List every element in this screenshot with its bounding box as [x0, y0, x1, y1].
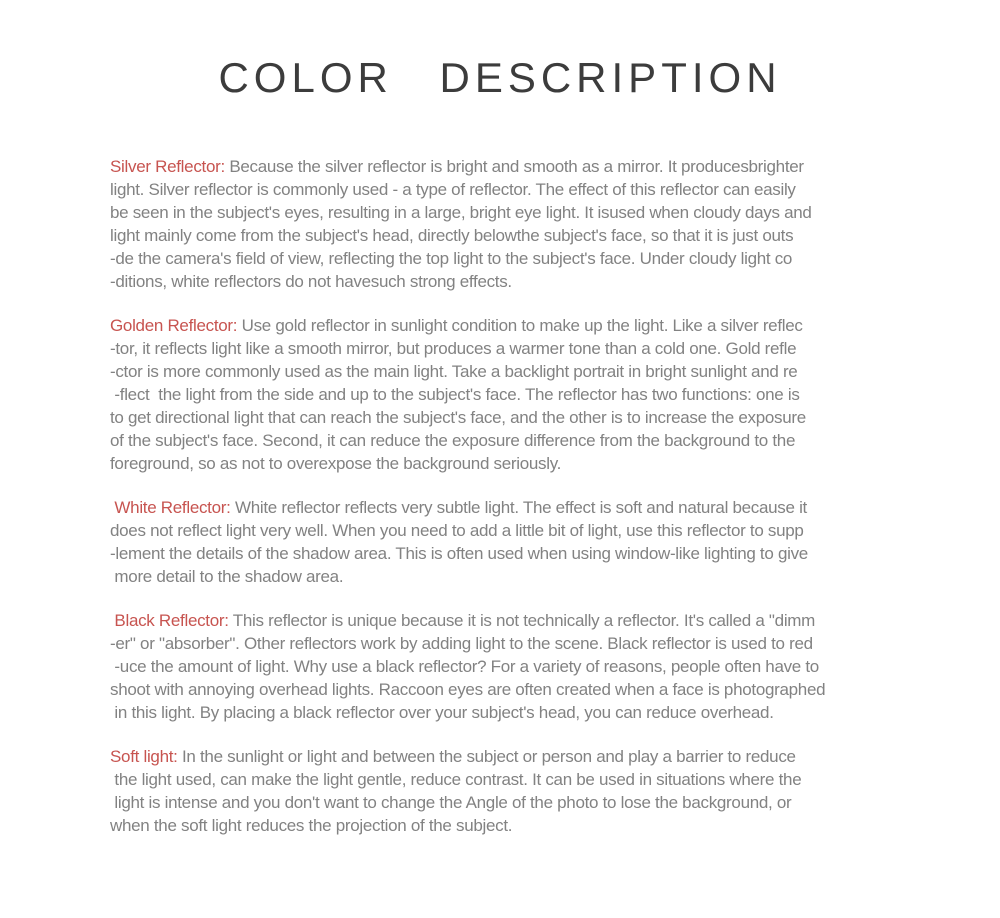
- text-line: -uce the amount of light. Why use a black reflector? For a variety of reasons, people often have to: [110, 657, 819, 676]
- text-line: light is intense and you don't want to change the Angle of the photo to lose the background, or: [110, 793, 792, 812]
- text-line: does not reflect light very well. When you need to add a little bit of light, use this reflector to supp: [110, 521, 804, 540]
- text-line: -ctor is more commonly used as the main light. Take a backlight portrait in bright sunlight and re: [110, 362, 798, 381]
- page-title: COLOR DESCRIPTION: [218, 54, 782, 101]
- description-body: [110, 155, 900, 837]
- text-line: of the subject's face. Second, it can reduce the exposure difference from the background to the: [110, 431, 796, 450]
- text-line: when the soft light reduces the projection of the subject.: [110, 816, 513, 835]
- paragraph-silver-reflector: [110, 155, 900, 293]
- text-line: light mainly come from the subject's head, directly belowthe subject's face, so that it is just outs: [110, 226, 794, 245]
- paragraph-text: In the sunlight or light and between the subject or person and play a barrier to reduce: [177, 747, 796, 766]
- paragraph-text: White reflector reflects very subtle light. The effect is soft and natural because it: [230, 498, 807, 517]
- text-line: be seen in the subject's eyes, resulting in a large, bright eye light. It isused when cloudy days and: [110, 203, 812, 222]
- paragraph-soft-light: [110, 745, 900, 837]
- paragraph-text: Use gold reflector in sunlight condition to make up the light. Like a silver reflec: [237, 316, 803, 335]
- text-line: -tor, it reflects light like a smooth mirror, but produces a warmer tone than a cold one. Gold refle: [110, 339, 797, 358]
- text-line: -lement the details of the shadow area. This is often used when using window-like lighting to give: [110, 544, 808, 563]
- paragraph-label: Golden Reflector:: [110, 316, 238, 335]
- text-line: foreground, so as not to overexpose the background seriously.: [110, 454, 562, 473]
- paragraph-text: This reflector is unique because it is not technically a reflector. It's called a "dimm: [228, 611, 816, 630]
- text-line: -er" or "absorber". Other reflectors work by adding light to the scene. Black reflector is used to red: [110, 634, 813, 653]
- text-line: [110, 496, 900, 519]
- paragraph-label: Silver Reflector:: [110, 157, 225, 176]
- paragraph-white-reflector: [110, 496, 900, 588]
- text-line: to get directional light that can reach the subject's face, and the other is to increase the exposure: [110, 408, 806, 427]
- text-line: [110, 155, 900, 178]
- paragraph-golden-reflector: [110, 314, 900, 475]
- text-line: -flect the light from the side and up to the subject's face. The reflector has two functions: one is: [110, 385, 800, 404]
- paragraph-label: Soft light:: [110, 747, 178, 766]
- paragraph-black-reflector: [110, 609, 900, 724]
- text-line: [110, 745, 900, 768]
- text-line: -ditions, white reflectors do not havesuch strong effects.: [110, 272, 512, 291]
- text-line: the light used, can make the light gentle, reduce contrast. It can be used in situations where the: [110, 770, 802, 789]
- paragraph-text: Because the silver reflector is bright and smooth as a mirror. It producesbrighter: [224, 157, 804, 176]
- text-line: -de the camera's field of view, reflecting the top light to the subject's face. Under cloudy light co: [110, 249, 793, 268]
- text-line: shoot with annoying overhead lights. Raccoon eyes are often created when a face is photographed: [110, 680, 826, 699]
- text-line: more detail to the shadow area.: [110, 567, 344, 586]
- paragraph-label: White Reflector:: [110, 498, 231, 517]
- text-line: in this light. By placing a black reflector over your subject's head, you can reduce overhead.: [110, 703, 774, 722]
- text-line: light. Silver reflector is commonly used - a type of reflector. The effect of this reflector can easily: [110, 180, 796, 199]
- paragraph-label: Black Reflector:: [110, 611, 229, 630]
- text-line: [110, 314, 900, 337]
- text-line: [110, 609, 900, 632]
